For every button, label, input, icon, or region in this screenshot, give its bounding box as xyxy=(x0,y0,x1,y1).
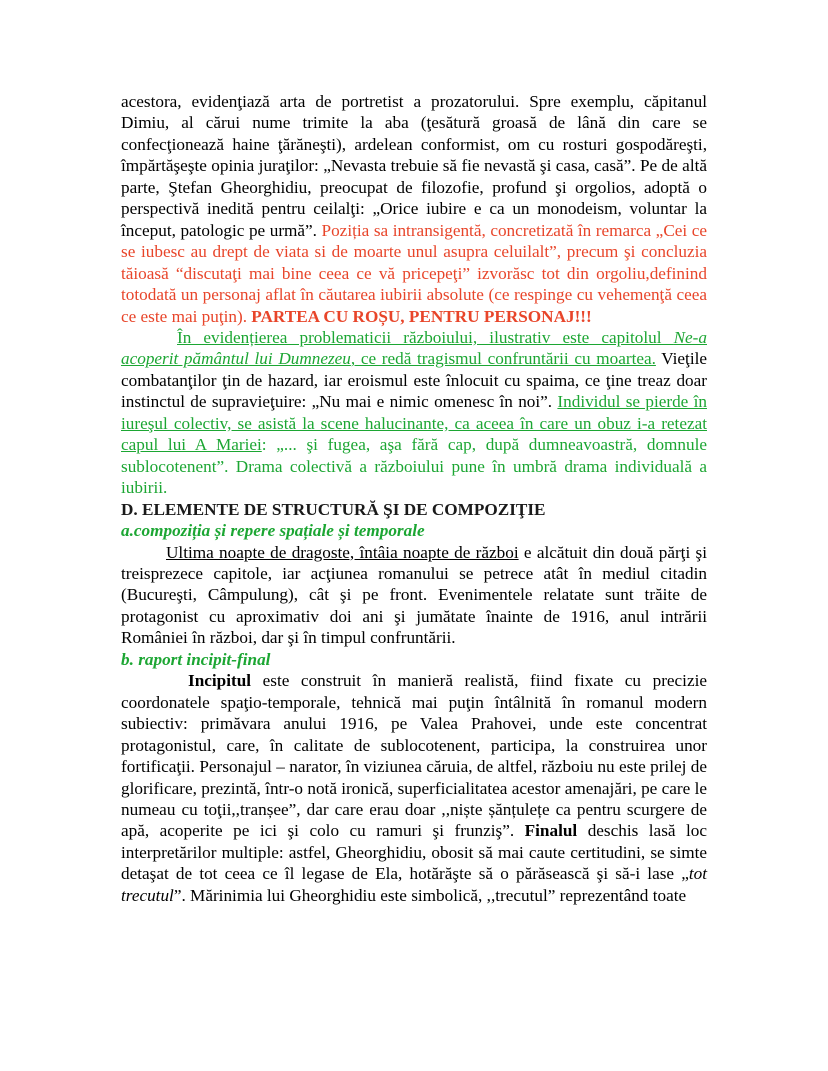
term-final: Finalul xyxy=(524,821,578,841)
paragraph-incipit-final xyxy=(121,670,707,906)
text-chapter-title: Ne-a acoperit pământul lui Dumnezeu xyxy=(121,327,707,369)
text-collective-drama: : „... şi fugea, aşa fără cap, după dumneavoastră, domnule sublocotenent”. Drama colectivă a războiului pune în umbră drama individuală a iubirii. xyxy=(121,435,707,498)
subheading-composition: a.compoziția și repere spațiale și temporale xyxy=(121,521,425,541)
paragraph-war-theme xyxy=(121,327,707,499)
text-position-highlight: Poziția sa intransigentă, concretizată în remarca „Cei ce se iubesc au drept de viata si de moarte unul asupra celuilalt”, precum şi concluzia tăioasă “discutaţi mai bine ceea ce vă pricepeţi” izvorăsc tot din orgoliu,definind totodată un personaj aflat în căutarea iubirii absolute (ce respinge cu vehemenţă ceea ce este mai puţin). xyxy=(121,220,707,326)
text-incipit: este construit în manieră realistă, fiind fixate cu precizie coordonatele spaţio-temporale, tehnică mai puţin întâlnită în romanul modern subiectiv: primăvara anului 1916, pe Valea Prahovei, unde este concentrat protagonistul, care, în calitate de sublocotenent, participa, la construirea unor fortificaţii. Personajul – narator, în viziunea căruia, de altfel, războiu nu este prilej de glorificare, prezintă, într-o notă ironică, superficialitatea acestor amenajări, pe care le numeau cu toţii,,tranșee”, dar care erau doar ,,niște șănțulețe ca pentru scurgere de apă, acoperite pe ici şi colo cu ramuri şi frunziş”. xyxy=(121,671,707,841)
section-heading-d: D. ELEMENTE DE STRUCTURĂ ŞI DE COMPOZIŢIE xyxy=(121,499,546,519)
subheading-incipit-final: b. raport incipit-final xyxy=(121,649,271,669)
paragraph-character-portrait xyxy=(121,91,707,327)
text-composition: e alcătuit din două părţi şi treisprezece capitole, iar acţiunea romanului se petrece atât în mediul citadin (Bucureşti, Câmpulung), cât şi pe front. Evenimentele relatate sunt trăite de protagonist cu aproximativ doi ani şi jumătate înainte de 1916, anul intrării României în război, dar şi în timpul confruntării. xyxy=(121,542,707,648)
text-combatants: Vieţile combatanţilor ţin de hazard, iar eroismul este înlocuit cu spaima, ce ţine treaz doar instinctul de supravieţuire: „Nu mai e nimic omenesc în noi”. xyxy=(121,349,707,412)
document-page xyxy=(121,91,707,906)
text-war-tragism: , ce redă tragismul confruntării cu moartea. xyxy=(350,349,656,369)
quote-tot-trecutul: tot trecutul xyxy=(121,864,707,905)
note-red-part: PARTEA CU ROȘU, PENTRU PERSONAJ!!! xyxy=(251,306,592,326)
text-portrait-intro: acestora, evidenţiază arta de portretist a prozatorului. Spre exemplu, căpitanul Dimiu, al cărui nume trimite la aba (ţesătură groasă de lână din care se confecţionează haine ţărăneşti), ardelean conformist, om cu rosturi gospodăreşti, împărtăşeşte opinia juraţilor: „Nevasta trebuie să fie nevastă şi casa, casă”. Pe de altă parte, Ştefan Gheorghidiu, preocupat de filozofie, profund şi orgolios, adoptă o perspectivă inedită pentru ceilalţi: „Orice iubire e ca un monodeism, voluntar la început, patologic pe urmă”. xyxy=(121,92,707,240)
text-individual: Individul se pierde în iureşul colectiv, se asistă la scene halucinante, ca aceea în care un obuz i-a retezat capul lui A Mariei xyxy=(121,392,707,455)
paragraph-composition xyxy=(121,542,707,649)
novel-title: Ultima noapte de dragoste, întâia noapte de război xyxy=(166,542,519,562)
text-final: deschis lasă loc interpretărilor multiple: astfel, Gheorghidiu, obosit să mai caute certitudini, se simte detaşat de tot ceea ce îl legase de Ela, hotărăşte să o părăsească şi să-i lase „ xyxy=(121,821,707,884)
text-war-intro: În evidențierea problematicii războiului, ilustrativ este capitolul xyxy=(177,327,674,347)
term-incipit: Incipitul xyxy=(188,671,252,691)
text-final-end: ”. Mărinimia lui Gheorghidiu este simbolică, ,,trecutul” reprezentând toate xyxy=(173,885,687,905)
